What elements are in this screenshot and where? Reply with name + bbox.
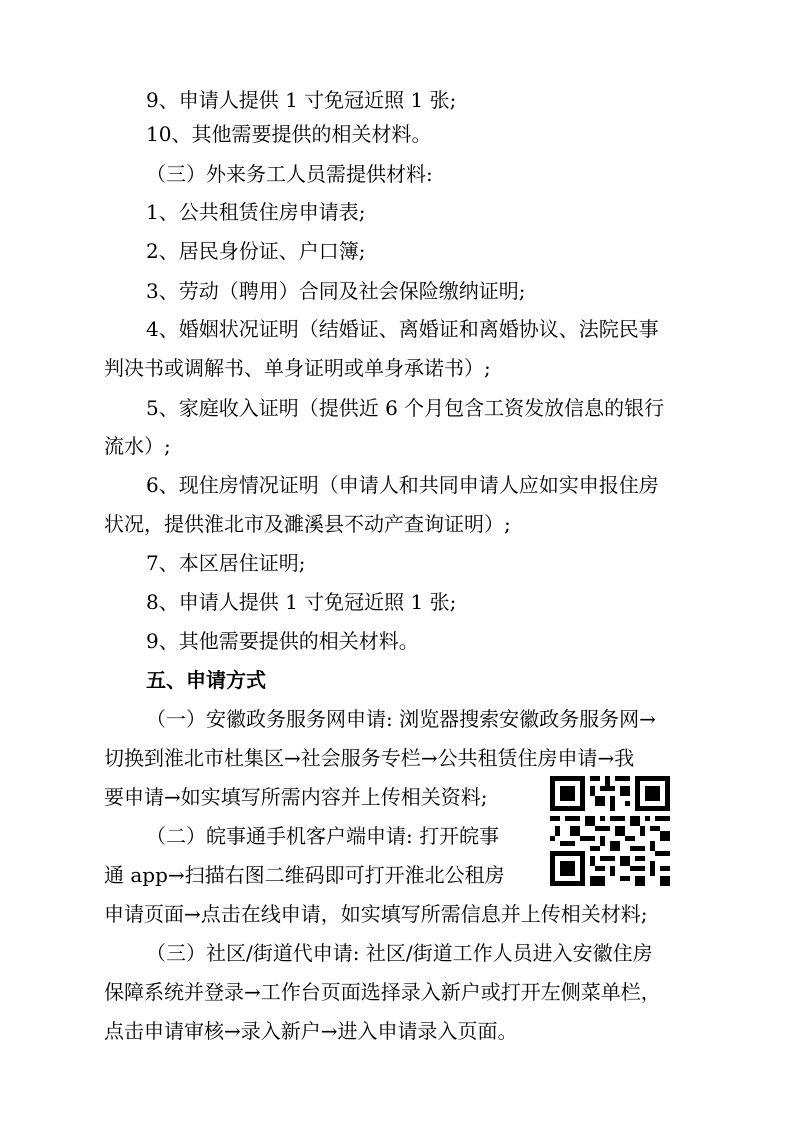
text-line: 4、婚姻状况证明（结婚证、离婚证和离婚协议、法院民事	[146, 317, 659, 341]
text-line: 9、申请人提供 1 寸免冠近照 1 张;	[146, 88, 457, 112]
section-heading: 五、申请方式	[146, 668, 266, 692]
text-line: 7、本区居住证明;	[146, 551, 306, 575]
text-line: 判决书或调解书、单身证明或单身承诺书）;	[104, 356, 491, 380]
text-line: 申请页面→点击在线申请，如实填写所需信息并上传相关材料;	[104, 902, 648, 926]
qr-code	[550, 776, 670, 886]
text-line: 6、现住房情况证明（申请人和共同申请人应如实申报住房	[146, 473, 659, 497]
text-line: 要申请→如实填写所需内容并上传相关资料;	[104, 785, 488, 809]
text-line: 保障系统并登录→工作台页面选择录入新户或打开左侧菜单栏，	[104, 980, 661, 1004]
text-line: 5、家庭收入证明（提供近 6 个月包含工资发放信息的银行	[146, 396, 665, 420]
text-line: 1、公共租赁住房申请表;	[146, 200, 366, 224]
text-line: 8、申请人提供 1 寸免冠近照 1 张;	[146, 590, 457, 614]
text-line: （一）安徽政务服务网申请: 浏览器搜索安徽政务服务网→	[146, 707, 656, 731]
text-line: 流水）;	[104, 434, 171, 458]
text-line: 10、其他需要提供的相关材料。	[146, 122, 432, 146]
text-line: （三）社区/街道代申请: 社区/街道工作人员进入安徽住房	[146, 941, 653, 965]
text-line: 3、劳动（聘用）合同及社会保险缴纳证明;	[146, 279, 526, 303]
text-line: 状况，提供淮北市及濉溪县不动产查询证明）;	[104, 512, 511, 536]
text-line: （二）皖事通手机客户端申请: 打开皖事	[146, 824, 500, 848]
text-line: 2、居民身份证、户口簿;	[146, 239, 366, 263]
text-line: 点击申请审核→录入新户→进入申请录入页面。	[104, 1019, 518, 1043]
text-line: 9、其他需要提供的相关材料。	[146, 629, 419, 653]
text-line: （三）外来务工人员需提供材料:	[146, 162, 433, 186]
text-line: 切换到淮北市杜集区→社会服务专栏→公共租赁住房申请→我	[104, 746, 635, 770]
text-line: 通 app→扫描右图二维码即可打开淮北公租房	[104, 863, 505, 887]
